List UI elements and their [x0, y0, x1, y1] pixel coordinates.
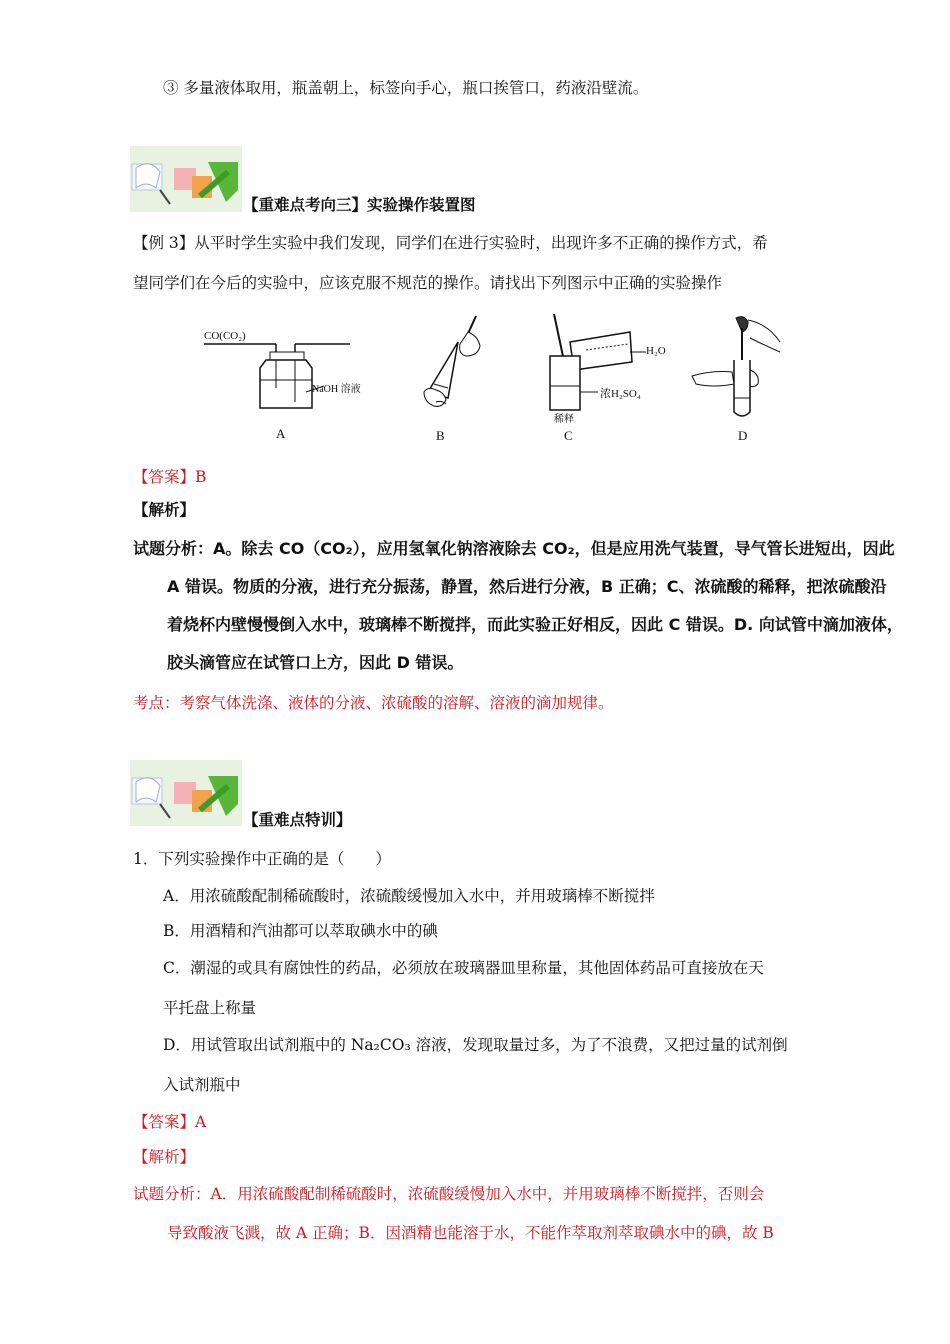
training-banner-icon	[130, 760, 242, 826]
figure-c-dilution	[540, 312, 680, 447]
figure-d-dropper	[688, 312, 788, 447]
figure-a-solution-label: NaOH 溶液	[312, 384, 361, 395]
figure-a-gas-washing	[200, 330, 370, 445]
figure-c-letter: C	[564, 428, 573, 443]
question-text: 1．下列实验操作中正确的是（ ）	[133, 850, 391, 868]
training-answer: 【答案】A	[133, 1113, 207, 1131]
section-banner-icon	[130, 146, 242, 212]
figure-a-gas-label: CO(CO₂)	[204, 330, 246, 342]
option-c-continued: 平托盘上称量	[163, 999, 257, 1017]
option-d: D．用试管取出试剂瓶中的 Na₂CO₃ 溶液，发现取量过多，为了不浪费，又把过量的试剂倒	[163, 1036, 788, 1054]
option-c: C．潮湿的或具有腐蚀性的药品，必须放在玻璃器皿里称量，其他固体药品可直接放在天	[163, 959, 764, 977]
figure-b-separation	[420, 312, 490, 447]
section-heading: 【重难点考向三】实验操作装置图	[243, 195, 476, 214]
key-point: 考点：考察气体洗涤、液体的分液、浓硫酸的溶解、溶液的滴加规律。	[133, 694, 614, 712]
example-line: 【例 3】从平时学生实验中我们发现，同学们在进行实验时，出现许多不正确的操作方式，希	[133, 234, 768, 252]
figure-c-acid-label: 浓H₂SO₄	[600, 388, 641, 400]
option-d-continued: 入试剂瓶中	[163, 1076, 241, 1094]
figure-c-dilute-label: 稀释	[554, 414, 574, 425]
analysis-line: 试题分析：A。除去 CO（CO₂），应用氢氧化钠溶液除去 CO₂，但是应用洗气装置，导气管长进短出，因此	[133, 539, 895, 558]
analysis-title: 【解析】	[133, 500, 196, 519]
figure-b-letter: B	[436, 428, 445, 443]
example-line: 望同学们在今后的实验中，应该克服不规范的操作。请找出下列图示中正确的实验操作	[133, 274, 723, 292]
analysis-line: A 错误。物质的分液，进行充分振荡，静置，然后进行分液，B 正确；C、浓硫酸的稀释，把浓硫酸沿	[167, 577, 887, 596]
training-analysis-title: 【解析】	[133, 1148, 196, 1166]
figure-a-letter: A	[276, 426, 286, 441]
training-heading: 【重难点特训】	[243, 810, 352, 829]
training-analysis-line: 试题分析：A．用浓硫酸配制稀硫酸时，浓硫酸缓慢加入水中，并用玻璃棒不断搅拌，否则会	[133, 1185, 765, 1203]
option-a: A．用浓硫酸配制稀硫酸时，浓硫酸缓慢加入水中，并用玻璃棒不断搅拌	[163, 887, 655, 905]
option-b: B．用酒精和汽油都可以萃取碘水中的碘	[163, 922, 438, 940]
training-analysis-line: 导致酸液飞溅，故 A 正确；B．因酒精也能溶于水，不能作萃取剂萃取碘水中的碘，故 B	[167, 1224, 774, 1242]
top-line: ③ 多量液体取用，瓶盖朝上，标签向手心，瓶口挨管口，药液沿壁流。	[163, 79, 649, 97]
analysis-line: 着烧杯内壁慢慢倒入水中，玻璃棒不断搅拌，而此实验正好相反，因此 C 错误。D. 向试管中滴加液体，	[167, 615, 903, 634]
answer-label: 【答案】B	[133, 468, 207, 486]
figure-d-letter: D	[738, 428, 748, 443]
figure-c-water-label: H₂O	[646, 345, 666, 357]
analysis-line: 胶头滴管应在试管口上方，因此 D 错误。	[167, 653, 464, 672]
